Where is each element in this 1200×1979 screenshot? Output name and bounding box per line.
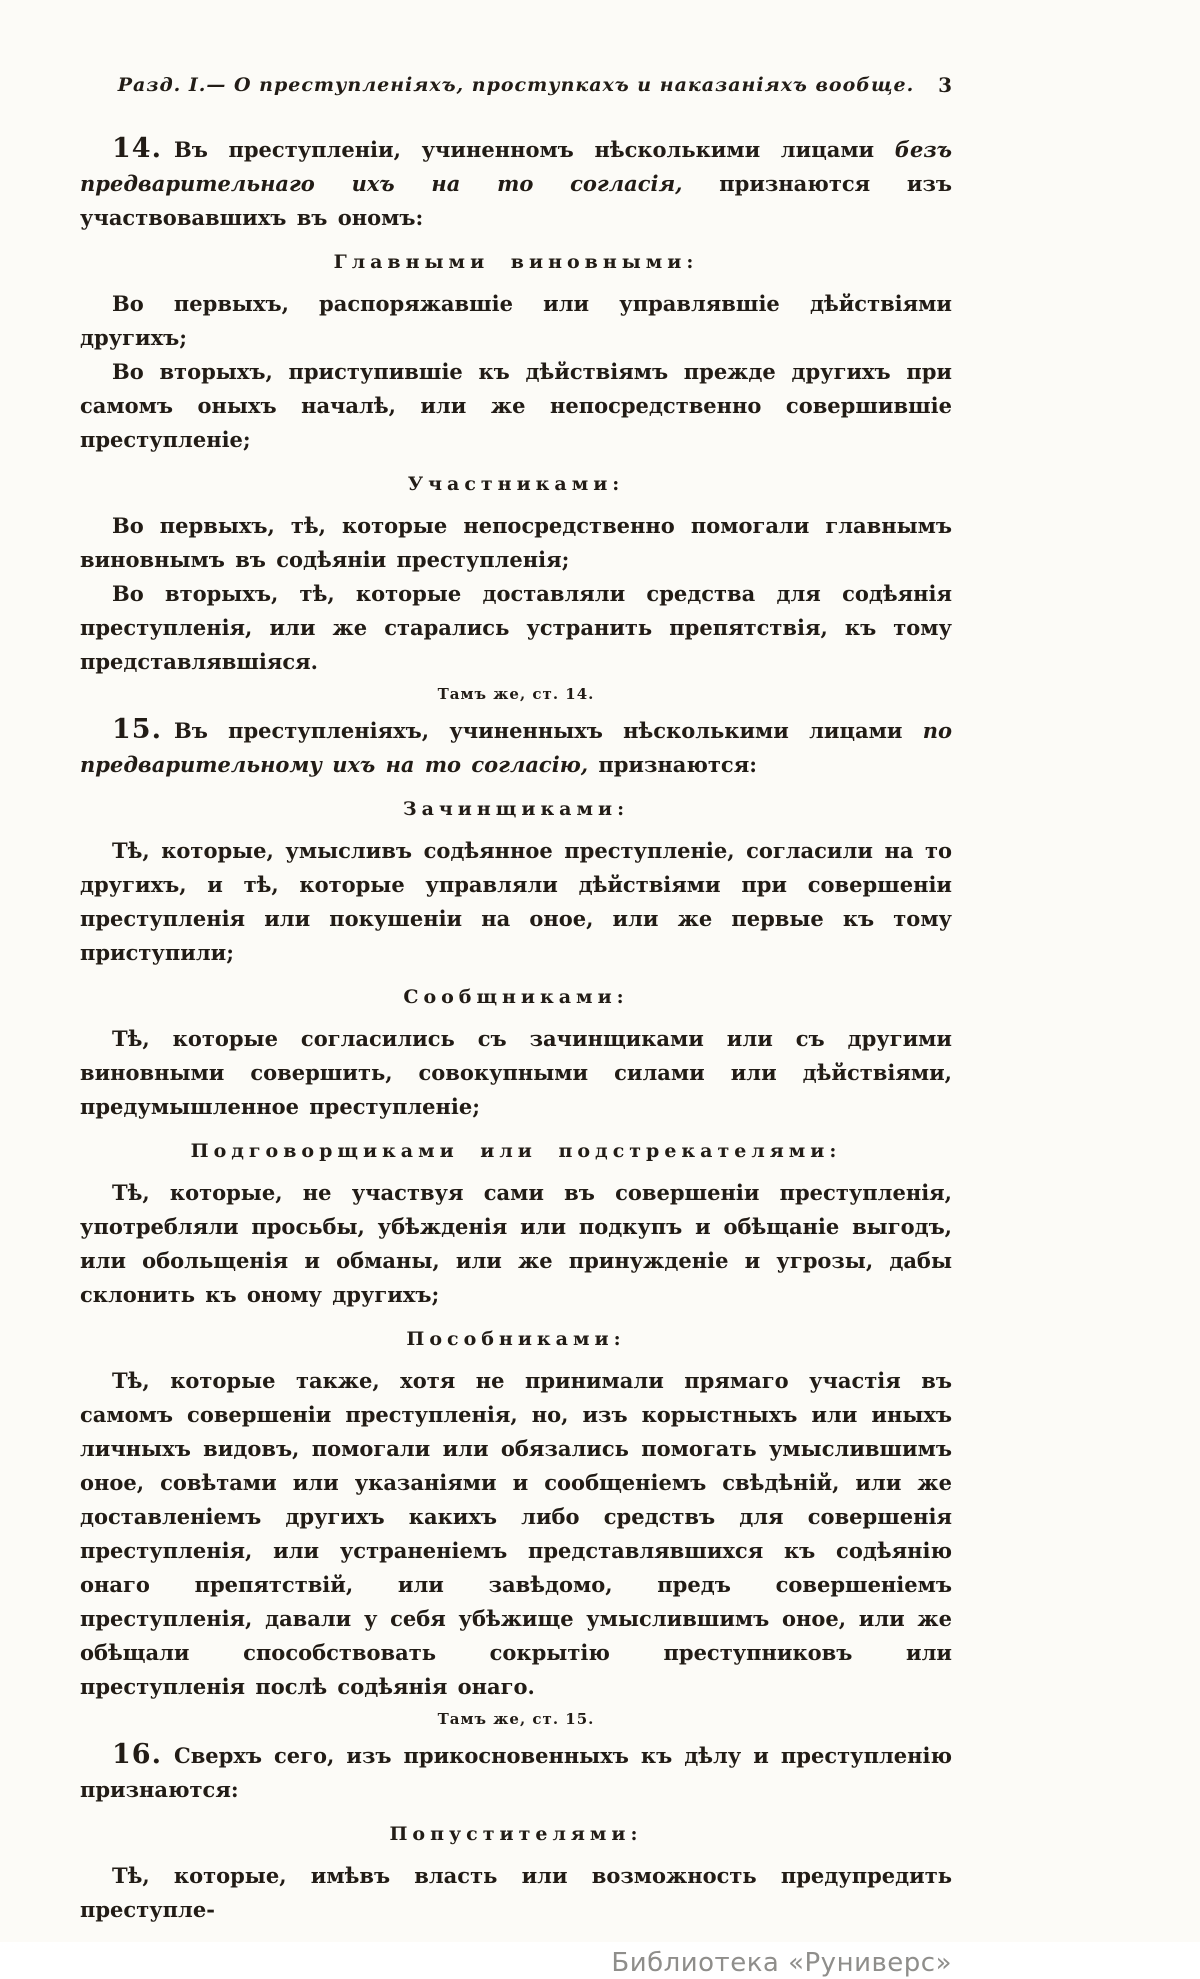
article-15-paragraph-4: Тѣ, которые также, хотя не принимали прямаго участія въ самомъ совершеніи преступленія, но, изъ корыстныхъ или иныхъ личныхъ видовъ, помогали или обязались помогать умыслившимъ оное, совѣтами или указаніями и сообщеніемъ свѣдѣній, или же доставленіемъ другихъ какихъ либо средствъ для совершенія преступленія, или устраненіемъ представлявшихся къ содѣянію онаго препятствій, или завѣдомо, предъ совершеніемъ преступленія, давали у себя убѣжище умыслившимъ оное, или же обѣщали способствовать сокрытію преступниковъ или преступленія послѣ содѣянія онаго. bbox=[80, 1368, 952, 1699]
article-14-intro-end: признаются изъ участвовавшихъ въ ономъ: bbox=[80, 171, 952, 230]
heading-suborners: Подговорщиками или подстрекателями: bbox=[190, 1140, 842, 1162]
article-15-number: 15. bbox=[112, 714, 162, 745]
page-number: 3 bbox=[938, 73, 952, 97]
heading-accomplices: Сообщниками: bbox=[403, 986, 629, 1008]
page-content bbox=[80, 72, 952, 1979]
chapter-title: Разд. I.— О преступленіяхъ, проступкахъ и наказаніяхъ вообще. bbox=[117, 74, 915, 96]
article-15-intro-start: Въ преступленіяхъ, учиненныхъ нѣсколькими лицами bbox=[173, 718, 923, 743]
article-16-intro-text: Сверхъ сего, изъ прикосновенныхъ къ дѣлу и преступленію признаются: bbox=[80, 1743, 952, 1802]
article-14-paragraph-4: Во вторыхъ, тѣ, которые доставляли средства для содѣянія преступленія, или же старались устранить препятствія, къ тому представлявшіяся. bbox=[80, 581, 952, 674]
heading-main-guilty: Главными виновными: bbox=[333, 251, 699, 273]
heading-instigators: Зачинщиками: bbox=[402, 798, 630, 820]
article-14-paragraph-2: Во вторыхъ, приступившіе къ дѣйствіямъ прежде другихъ при самомъ оныхъ началѣ, или же непосредственно совершившіе преступленіе; bbox=[80, 359, 952, 452]
article-14-paragraph-3: Во первыхъ, тѣ, которые непосредственно помогали главнымъ виновнымъ въ содѣяніи преступленія; bbox=[80, 513, 952, 572]
article-16-intro bbox=[80, 1738, 952, 1807]
article-16-paragraph-1: Тѣ, которые, имѣвъ власть или возможность предупредить преступле- bbox=[80, 1863, 952, 1922]
source-note-article-14: Тамъ же, ст. 14. bbox=[437, 685, 595, 703]
article-15-paragraph-1: Тѣ, которые, умысливъ содѣянное преступленіе, согласили на то другихъ, и тѣ, которые управляли дѣйствіями при совершеніи преступленія или покушеніи на оное, или же первые къ тому приступили; bbox=[80, 838, 952, 965]
article-14-paragraph-1: Во первыхъ, распоряжавшіе или управлявшіе дѣйствіями другихъ; bbox=[80, 291, 952, 350]
heading-abettors: Пособниками: bbox=[406, 1328, 626, 1350]
library-watermark: Библиотека «Руниверс» bbox=[611, 1948, 952, 1978]
article-14-intro-italic: безъ предварительнаго ихъ на то согласія, bbox=[80, 137, 952, 196]
heading-participants: Участниками: bbox=[407, 473, 625, 495]
article-15-paragraph-3: Тѣ, которые, не участвуя сами въ совершеніи преступленія, употребляли просьбы, убѣжденія или подкупъ и обѣщаніе выгодъ, или обольщенія и обманы, или же принужденіе и угрозы, дабы склонить къ оному другихъ; bbox=[80, 1180, 952, 1307]
article-14-intro bbox=[80, 132, 952, 235]
article-15-paragraph-2: Тѣ, которые согласились съ зачинщиками или съ другими виновными совершить, совокупными силами или дѣйствіями, предумышленное преступленіе; bbox=[80, 1026, 952, 1119]
article-15-intro-italic: по предварительному ихъ на то согласію, bbox=[80, 718, 952, 777]
article-15-intro-end: признаются: bbox=[588, 752, 757, 777]
article-14-intro-start: Въ преступленіи, учиненномъ нѣсколькими лицами bbox=[173, 137, 895, 162]
article-14-number: 14. bbox=[112, 133, 162, 164]
heading-conniving: Попустителями: bbox=[389, 1823, 643, 1845]
source-note-article-15: Тамъ же, ст. 15. bbox=[437, 1710, 595, 1728]
article-15-intro bbox=[80, 713, 952, 782]
article-16-number: 16. bbox=[112, 1739, 162, 1770]
running-header bbox=[80, 72, 952, 98]
